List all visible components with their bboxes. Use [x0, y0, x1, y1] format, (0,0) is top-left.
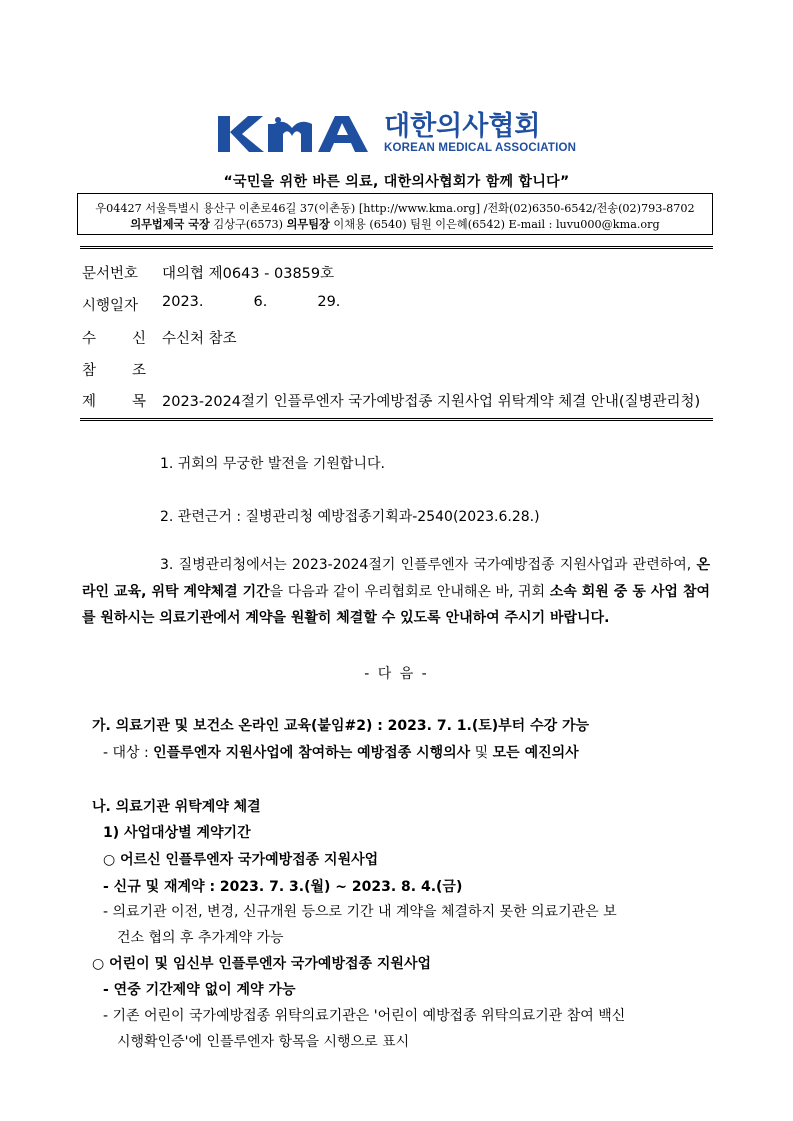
team-contacts: 이채용 (6540) 팀원 이은혜(6542) E-mail : luvu000@kma.org	[333, 218, 660, 231]
section-na-1: 1) 사업대상별 계약기간	[103, 825, 251, 841]
kma-logo	[218, 112, 576, 155]
reference-label-2: 조	[131, 363, 146, 379]
logo-english-name: KOREAN MEDICAL ASSOCIATION	[384, 142, 577, 154]
paragraph-3	[82, 552, 710, 632]
date-label: 시행일자	[82, 298, 139, 314]
recipient-label-1: 수	[82, 331, 97, 347]
elderly-period: - 신규 및 재계약 : 2023. 7. 3.(월) ~ 2023. 8. 4.(금)	[103, 879, 463, 895]
elderly-program: ○ 어르신 인플루엔자 국가예방접종 지원사업	[103, 852, 379, 868]
recipient: 수신처 참조	[162, 331, 237, 347]
slogan: “국민을 위한 바른 의료, 대한의사협회가 함께 합니다”	[223, 174, 570, 190]
paragraph-1: 1. 귀회의 무궁한 발전을 기원합니다.	[160, 456, 385, 472]
address-line: 우04427 서울특별시 용산구 이촌로46길 37(이촌동) [http://www.kma.org] /전화(02)6350-6542/전송(02)793-8702	[95, 202, 695, 215]
subject: 2023-2024절기 인플루엔자 국가예방접종 지원사업 위탁계약 체결 안내(질병관리청)	[162, 394, 701, 410]
subject-label	[82, 390, 146, 411]
date-month: 6.	[253, 294, 268, 310]
subject-divider	[80, 418, 713, 421]
child-period: - 연중 기간제약 없이 계약 가능	[103, 982, 296, 998]
team-title: 의무팀장	[286, 218, 330, 231]
child-program: ○ 어린이 및 임신부 인플루엔자 국가예방접종 지원사업	[92, 956, 431, 972]
logo-korean-name: 대한의사협회	[384, 111, 541, 142]
elderly-note-2: 건소 협의 후 추가계약 가능	[117, 930, 284, 946]
section-na: 나. 의료기관 위탁계약 체결	[92, 799, 261, 815]
contact-box	[77, 193, 713, 235]
header-divider	[80, 246, 713, 249]
date-value	[162, 294, 340, 310]
subject-label-1: 제	[82, 394, 97, 410]
target-label: - 대상 :	[103, 745, 154, 761]
doc-number: 대의협 제0643 - 03859호	[162, 266, 335, 282]
child-note-1: - 기존 어린이 국가예방접종 위탁의료기관은 '어린이 예방접종 위탁의료기관 참여 백신	[103, 1008, 626, 1024]
recipient-label-2: 신	[131, 331, 146, 347]
next-heading: - 다 음 -	[364, 666, 429, 682]
p3-text-a: 3. 질병관리청에서는 2023-2024절기 인플루엔자 국가예방접종 지원사업과 관련하여,	[160, 557, 697, 573]
target-and: 및	[470, 745, 493, 761]
p3-emphasis-b: 소속 회원 중 동 사업 참여를 원하시는 의료기관에서 계약을 원활히 체결할 수 있도록 안내하여 주시기 바랍니다.	[82, 583, 710, 626]
date-day: 29.	[317, 294, 341, 310]
section-ga-target	[103, 742, 579, 762]
doc-number-label: 문서번호	[82, 266, 139, 282]
director-name: 김상구(6573)	[213, 218, 284, 231]
target-a: 인플루엔자 지원사업에 참여하는 예방접종 시행의사	[153, 745, 471, 761]
kma-logo-mark	[218, 114, 376, 154]
reference-label	[82, 359, 146, 380]
reference-label-1: 참	[82, 363, 97, 379]
contact-line	[78, 216, 712, 232]
p3-emphasis-a: 온라인 교육, 위탁 계약체결 기간	[82, 557, 710, 600]
child-note-2: 시행확인증'에 인플루엔자 항목을 시행으로 표시	[117, 1034, 410, 1050]
section-ga: 가. 의료기관 및 보건소 온라인 교육(붙임#2) : 2023. 7. 1.(토)부터 수강 가능	[92, 718, 590, 734]
paragraph-2: 2. 관련근거 : 질병관리청 예방접종기획과-2540(2023.6.28.)	[160, 509, 540, 525]
elderly-note-1: - 의료기관 이전, 변경, 신규개원 등으로 기간 내 계약을 체결하지 못한 의료기관은 보	[103, 904, 617, 920]
recipient-label	[82, 327, 146, 348]
p3-text-b: 을 다음과 같이 우리협회로 안내해온 바, 귀회	[269, 583, 550, 600]
target-b: 모든 예진의사	[492, 745, 579, 761]
director-title: 의무법제국 국장	[130, 218, 210, 231]
date-year: 2023.	[162, 294, 204, 310]
subject-label-2: 목	[131, 394, 146, 410]
